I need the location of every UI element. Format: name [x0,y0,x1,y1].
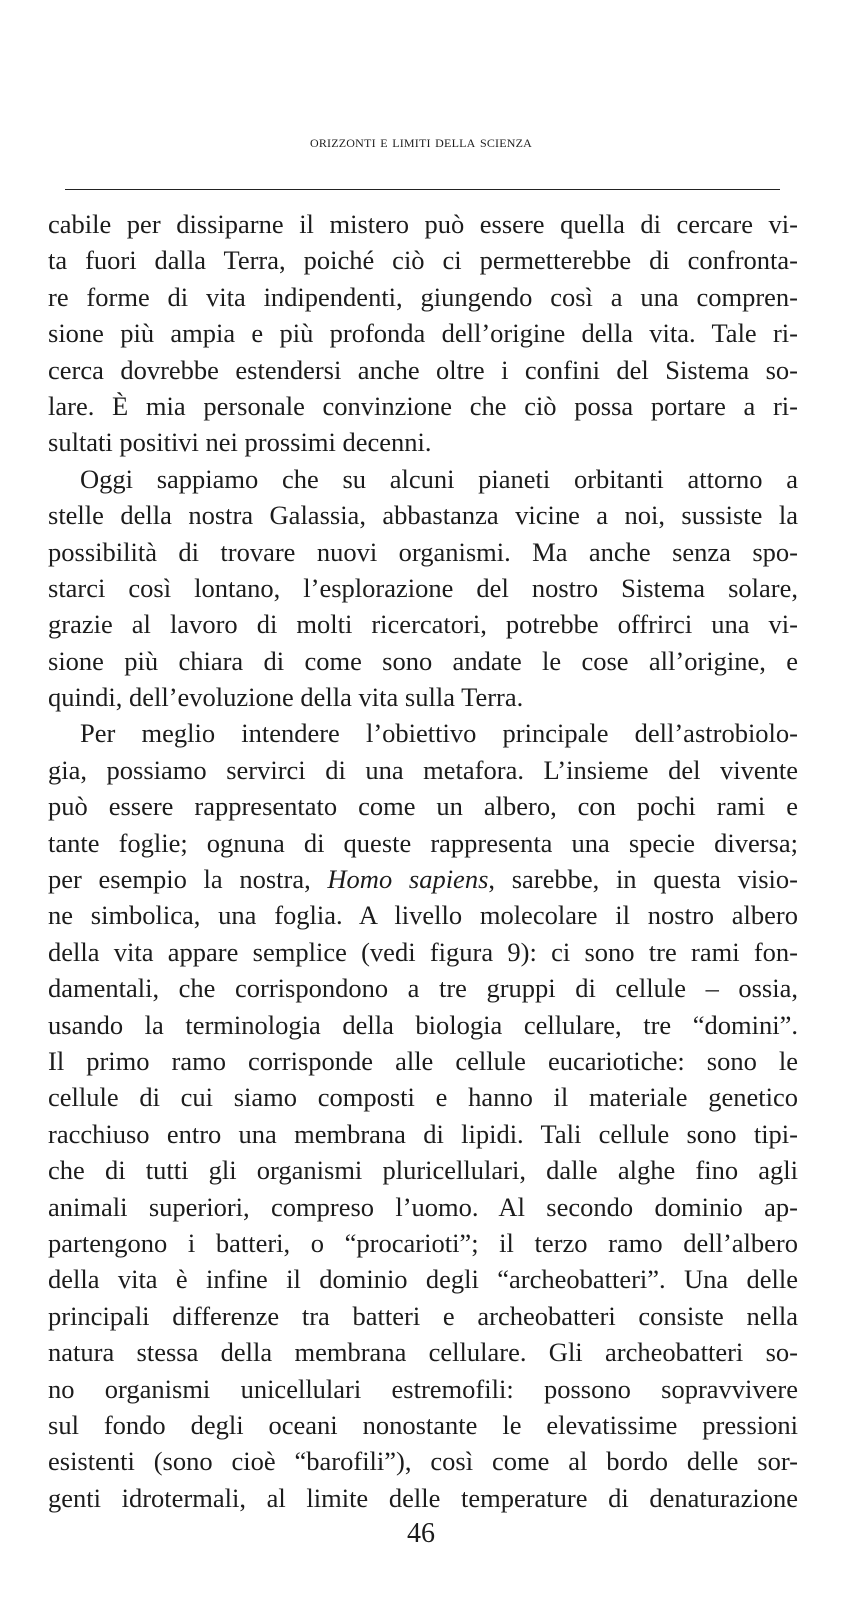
text-line: starci così lontano, l’esplorazione del nostro Sistema solare, [48,572,798,603]
text-segment: per esempio la nostra, [48,864,328,895]
text-line: no organismi unicellulari estremofili: possono sopravvivere [48,1373,798,1404]
text-line: gia, possiamo servirci di una metafora. L’insieme del vivente [48,754,798,785]
text-line: cerca dovrebbe estendersi anche oltre i confini del Sistema so- [48,354,798,385]
text-line: cabile per dissiparne il mistero può essere quella di cercare vi- [48,209,798,239]
text-line: ta fuori dalla Terra, poiché ciò ci permetterebbe di confronta- [48,245,798,276]
paragraph-1 [48,206,798,461]
text-line: quindi, dell’evoluzione della vita sulla Terra. [48,682,524,713]
text-line: partengono i batteri, o “procarioti”; il terzo ramo dell’albero [48,1227,798,1258]
text-line: può essere rappresentato come un albero, con pochi rami e [48,791,798,822]
text-line: principali differenze tra batteri e archeobatteri consiste nella [48,1300,798,1331]
text-line: che di tutti gli organismi pluricellulari, dalle alghe fino agli [48,1155,798,1186]
text-line: Per meglio intendere l’obiettivo principale dell’astrobiolo- [80,718,798,749]
text-line: possibilità di trovare nuovi organismi. Ma anche senza spo- [48,536,798,567]
paragraph-2 [48,461,798,716]
text-line: sul fondo degli oceani nonostante le elevatissime pressioni [48,1409,798,1440]
header-rule [65,189,780,190]
body-text [48,206,798,1516]
text-line: racchiuso entro una membrana di lipidi. Tali cellule sono tipi- [48,1118,798,1149]
text-line: sione più ampia e più profonda dell’origine della vita. Tale ri- [48,318,798,349]
text-line: tante foglie; ognuna di queste rappresenta una specie diversa; [48,827,798,858]
text-line: esistenti (sono cioè “barofili”), così come al bordo delle sor- [48,1446,798,1477]
text-line: sultati positivi nei prossimi decenni. [48,427,432,458]
text-line: grazie al lavoro di molti ricercatori, potrebbe offrirci una vi- [48,609,798,640]
text-line: re forme di vita indipendenti, giungendo così a una compren- [48,281,798,312]
text-line: Oggi sappiamo che su alcuni pianeti orbitanti attorno a [80,463,798,494]
text-line-with-italic [48,861,798,897]
text-line: della vita appare semplice (vedi figura 9): ci sono tre rami fon- [48,936,798,967]
text-line: sione più chiara di come sono andate le cose all’origine, e [48,645,798,676]
text-line: Il primo ramo corrisponde alle cellule eucariotiche: sono le [48,1045,798,1076]
text-line: stelle della nostra Galassia, abbastanza vicine a noi, sussiste la [48,500,798,531]
text-line: lare. È mia personale convinzione che ciò possa portare a ri- [48,390,798,421]
text-line: cellule di cui siamo composti e hanno il materiale genetico [48,1082,798,1113]
paragraph-3 [48,715,798,1516]
text-line: natura stessa della membrana cellulare. Gli archeobatteri so- [48,1337,798,1368]
text-segment: , sarebbe, in questa visio- [488,864,798,895]
species-name-italic: Homo sapiens [327,864,489,895]
text-line: damentali, che corrispondono a tre gruppi di cellule – ossia, [48,973,798,1004]
text-line: della vita è infine il dominio degli “archeobatteri”. Una delle [48,1264,798,1295]
page-number: 46 [407,1518,435,1549]
running-head: orizzonti e limiti della scienza [309,132,533,151]
text-line: ne simbolica, una foglia. A livello molecolare il nostro albero [48,900,798,931]
text-line: animali superiori, compreso l’uomo. Al secondo dominio ap- [48,1191,798,1222]
text-line: genti idrotermali, al limite delle temperature di denaturazione [48,1482,798,1513]
text-line: usando la terminologia della biologia cellulare, tre “domini”. [48,1009,798,1040]
